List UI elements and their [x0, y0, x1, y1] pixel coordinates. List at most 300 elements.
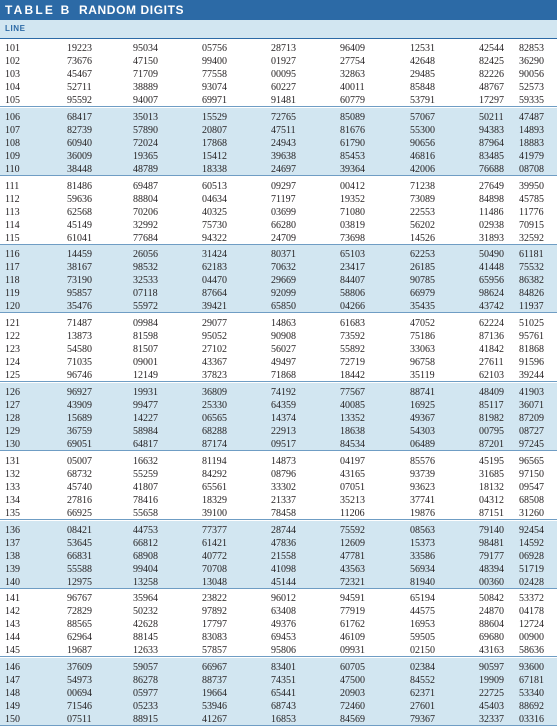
digit-group: 36290 — [519, 56, 544, 67]
digit-group: 61683 — [340, 318, 365, 330]
table-row — [0, 550, 557, 563]
digit-group: 19876 — [410, 507, 435, 519]
line-number: 146 — [5, 662, 20, 674]
line-number: 106 — [5, 111, 20, 123]
digit-group: 87964 — [479, 137, 504, 149]
digit-group: 09931 — [340, 645, 365, 657]
digit-group: 69453 — [271, 632, 296, 644]
digit-group: 66925 — [67, 507, 92, 519]
digit-group: 12149 — [133, 370, 158, 382]
line-number: 125 — [5, 370, 20, 382]
digit-group: 70632 — [271, 262, 296, 274]
digit-group: 96565 — [519, 455, 544, 467]
digit-group: 87201 — [479, 439, 504, 450]
table-row — [0, 631, 557, 644]
digit-group: 61041 — [67, 232, 92, 244]
digit-group: 48409 — [479, 387, 504, 398]
digit-group: 12531 — [410, 43, 435, 54]
digit-group: 06489 — [410, 439, 435, 450]
line-number: 132 — [5, 468, 20, 480]
digit-group: 14227 — [133, 413, 158, 424]
digit-group: 66831 — [67, 550, 92, 562]
digit-group: 55300 — [410, 124, 435, 136]
row-group — [0, 314, 557, 382]
digit-group: 68288 — [202, 426, 227, 437]
digit-group: 54303 — [410, 426, 435, 437]
digit-group: 07511 — [67, 714, 92, 726]
table-row — [0, 317, 557, 330]
digit-group: 00694 — [67, 688, 92, 700]
table-row — [0, 438, 557, 451]
table-row — [0, 42, 557, 55]
digit-group: 14863 — [271, 318, 296, 330]
digit-group: 95592 — [67, 95, 92, 106]
digit-group: 96927 — [67, 387, 92, 398]
digit-group: 84898 — [479, 193, 504, 205]
table-row — [0, 68, 557, 81]
digit-group: 93600 — [519, 662, 544, 674]
digit-group: 60779 — [340, 95, 365, 106]
line-number: 104 — [5, 82, 20, 93]
line-number: 117 — [5, 262, 20, 274]
digit-group: 91596 — [519, 357, 544, 369]
line-number: 144 — [5, 632, 20, 644]
digit-group: 16925 — [410, 400, 435, 411]
digit-group: 88565 — [67, 619, 92, 631]
digit-group: 32992 — [133, 219, 158, 231]
digit-group: 02150 — [410, 645, 435, 657]
digit-group: 05756 — [202, 43, 227, 54]
digit-group: 39421 — [202, 301, 227, 313]
digit-group: 41098 — [271, 563, 296, 575]
digit-group: 78416 — [133, 494, 158, 506]
digit-group: 45467 — [67, 69, 92, 80]
digit-group: 44753 — [133, 524, 158, 536]
table-row — [0, 287, 557, 300]
digit-group: 05233 — [133, 701, 158, 713]
digit-group: 98532 — [133, 262, 158, 274]
digit-group: 77377 — [202, 524, 227, 536]
digit-group: 00795 — [479, 426, 504, 437]
digit-group: 24870 — [479, 606, 504, 618]
digit-group: 48789 — [133, 163, 158, 175]
table-row — [0, 494, 557, 507]
digit-group: 98481 — [479, 537, 504, 549]
digit-group: 03699 — [271, 206, 296, 218]
table-row — [0, 248, 557, 261]
digit-group: 47511 — [271, 124, 296, 136]
digit-group: 39100 — [202, 507, 227, 519]
digit-group: 09297 — [271, 180, 296, 192]
digit-group: 19909 — [479, 675, 504, 687]
line-number: 116 — [5, 249, 20, 261]
digit-group: 00095 — [271, 69, 296, 80]
digit-group: 32337 — [479, 714, 504, 726]
digit-group: 19223 — [67, 43, 92, 54]
digit-group: 74351 — [271, 675, 296, 687]
digit-group: 52573 — [519, 82, 544, 93]
digit-group: 56202 — [410, 219, 435, 231]
digit-group: 79140 — [479, 524, 504, 536]
digit-group: 47150 — [133, 56, 158, 67]
digit-group: 49367 — [410, 413, 435, 424]
digit-group: 47487 — [519, 111, 544, 123]
digit-group: 65441 — [271, 688, 296, 700]
digit-group: 24709 — [271, 232, 296, 244]
digit-group: 55658 — [133, 507, 158, 519]
digit-group: 53645 — [67, 537, 92, 549]
digit-group: 09984 — [133, 318, 158, 330]
digit-group: 35476 — [67, 301, 92, 313]
digit-group: 14893 — [519, 124, 544, 136]
digit-group: 51025 — [519, 318, 544, 330]
line-number: 147 — [5, 675, 20, 687]
digit-group: 09517 — [271, 439, 296, 450]
digit-group: 31685 — [479, 468, 504, 480]
table-row — [0, 592, 557, 605]
digit-group: 20807 — [202, 124, 227, 136]
digit-group: 38889 — [133, 82, 158, 93]
digit-group: 73089 — [410, 193, 435, 205]
digit-group: 41267 — [202, 714, 227, 726]
line-number: 107 — [5, 124, 20, 136]
digit-group: 75592 — [340, 524, 365, 536]
digit-group: 79177 — [479, 550, 504, 562]
digit-group: 19664 — [202, 688, 227, 700]
digit-group: 37741 — [410, 494, 435, 506]
line-number: 131 — [5, 455, 20, 467]
table-row — [0, 137, 557, 150]
digit-group: 99404 — [133, 563, 158, 575]
table-title — [0, 0, 557, 20]
line-number: 142 — [5, 606, 20, 618]
digit-group: 16953 — [410, 619, 435, 631]
digit-group: 50232 — [133, 606, 158, 618]
digit-group: 72719 — [340, 357, 365, 369]
table-row — [0, 206, 557, 219]
digit-group: 36809 — [202, 387, 227, 398]
digit-group: 81676 — [340, 124, 365, 136]
digit-group: 68908 — [133, 550, 158, 562]
digit-group: 59636 — [67, 193, 92, 205]
line-number: 126 — [5, 387, 20, 398]
digit-group: 45740 — [67, 481, 92, 493]
line-number: 150 — [5, 714, 20, 726]
digit-group: 69487 — [133, 180, 158, 192]
digit-group: 28744 — [271, 524, 296, 536]
line-number: 129 — [5, 426, 20, 437]
digit-group: 13873 — [67, 331, 92, 343]
digit-group: 90908 — [271, 331, 296, 343]
digit-group: 12975 — [67, 576, 92, 588]
digit-group: 26185 — [410, 262, 435, 274]
line-number: 112 — [5, 193, 20, 205]
digit-group: 29669 — [271, 275, 296, 287]
digit-group: 29077 — [202, 318, 227, 330]
digit-group: 69051 — [67, 439, 92, 450]
digit-group: 35013 — [133, 111, 158, 123]
table-row — [0, 111, 557, 124]
digit-group: 15529 — [202, 111, 227, 123]
digit-group: 87174 — [202, 439, 227, 450]
digit-group: 85576 — [410, 455, 435, 467]
digit-group: 09547 — [519, 481, 544, 493]
line-number: 134 — [5, 494, 20, 506]
digit-group: 53791 — [410, 95, 435, 106]
digit-group: 37609 — [67, 662, 92, 674]
line-number: 123 — [5, 344, 20, 356]
digit-group: 52711 — [67, 82, 92, 93]
digit-group: 71546 — [67, 701, 92, 713]
digit-group: 72321 — [340, 576, 365, 588]
line-number: 136 — [5, 524, 20, 536]
digit-group: 53372 — [519, 593, 544, 605]
digit-group: 04197 — [340, 455, 365, 467]
line-number: 141 — [5, 593, 20, 605]
digit-group: 83083 — [202, 632, 227, 644]
digit-group: 81194 — [202, 455, 227, 467]
digit-group: 66280 — [271, 219, 296, 231]
digit-group: 67181 — [519, 675, 544, 687]
digit-group: 27601 — [410, 701, 435, 713]
digit-group: 36071 — [519, 400, 544, 411]
digit-group: 75730 — [202, 219, 227, 231]
digit-group: 18132 — [479, 481, 504, 493]
digit-group: 64817 — [133, 439, 158, 450]
table-row — [0, 274, 557, 287]
digit-group: 03819 — [340, 219, 365, 231]
digit-group: 98624 — [479, 288, 504, 300]
digit-group: 69971 — [202, 95, 227, 106]
digit-group: 11486 — [479, 206, 504, 218]
digit-group: 53946 — [202, 701, 227, 713]
digit-group: 47500 — [340, 675, 365, 687]
digit-group: 47836 — [271, 537, 296, 549]
digit-group: 12633 — [133, 645, 158, 657]
digit-group: 71487 — [67, 318, 92, 330]
digit-group: 08796 — [271, 468, 296, 480]
digit-group: 16632 — [133, 455, 158, 467]
line-number: 113 — [5, 206, 20, 218]
row-group — [0, 521, 557, 589]
digit-group: 41979 — [519, 150, 544, 162]
table-row — [0, 618, 557, 631]
digit-group: 33063 — [410, 344, 435, 356]
digit-group: 08563 — [410, 524, 435, 536]
digit-group: 13352 — [340, 413, 365, 424]
line-number: 135 — [5, 507, 20, 519]
digit-group: 59057 — [133, 662, 158, 674]
digit-group: 19365 — [133, 150, 158, 162]
digit-group: 97245 — [519, 439, 544, 450]
digit-group: 06928 — [519, 550, 544, 562]
digit-group: 17868 — [202, 137, 227, 149]
table-row — [0, 455, 557, 468]
digit-group: 82226 — [479, 69, 504, 80]
digit-group: 71238 — [410, 180, 435, 192]
digit-group: 18638 — [340, 426, 365, 437]
digit-group: 95806 — [271, 645, 296, 657]
digit-group: 21337 — [271, 494, 296, 506]
digit-group: 99477 — [133, 400, 158, 411]
table-row — [0, 356, 557, 369]
digit-group: 96767 — [67, 593, 92, 605]
digit-group: 83485 — [479, 150, 504, 162]
digit-group: 04470 — [202, 275, 227, 287]
digit-group: 41448 — [479, 262, 504, 274]
digit-group: 57890 — [133, 124, 158, 136]
line-number: 109 — [5, 150, 20, 162]
digit-group: 32592 — [519, 232, 544, 244]
digit-group: 28713 — [271, 43, 296, 54]
digit-group: 59505 — [410, 632, 435, 644]
digit-group: 97150 — [519, 468, 544, 480]
digit-group: 43909 — [67, 400, 92, 411]
digit-group: 58636 — [519, 645, 544, 657]
digit-group: 84552 — [410, 675, 435, 687]
digit-group: 77558 — [202, 69, 227, 80]
digit-group: 06565 — [202, 413, 227, 424]
digit-group: 11776 — [519, 206, 544, 218]
digit-group: 82739 — [67, 124, 92, 136]
digit-group: 90785 — [410, 275, 435, 287]
digit-group: 47052 — [410, 318, 435, 330]
digit-group: 99400 — [202, 56, 227, 67]
digit-group: 55892 — [340, 344, 365, 356]
digit-group: 22725 — [479, 688, 504, 700]
digit-group: 94383 — [479, 124, 504, 136]
digit-group: 45195 — [479, 455, 504, 467]
digit-group: 62568 — [67, 206, 92, 218]
digit-group: 11206 — [340, 507, 365, 519]
digit-group: 04178 — [519, 606, 544, 618]
digit-group: 73592 — [340, 331, 365, 343]
digit-group: 70206 — [133, 206, 158, 218]
digit-group: 37823 — [202, 370, 227, 382]
digit-group: 19687 — [67, 645, 92, 657]
digit-group: 33586 — [410, 550, 435, 562]
line-number: 103 — [5, 69, 20, 80]
digit-group: 23417 — [340, 262, 365, 274]
digit-group: 62253 — [410, 249, 435, 261]
digit-group: 65194 — [410, 593, 435, 605]
digit-group: 42006 — [410, 163, 435, 175]
digit-group: 96758 — [410, 357, 435, 369]
digit-group: 40085 — [340, 400, 365, 411]
digit-group: 68743 — [271, 701, 296, 713]
digit-group: 35119 — [410, 370, 435, 382]
digit-group: 13258 — [133, 576, 158, 588]
digit-group: 93739 — [410, 468, 435, 480]
digit-group: 57067 — [410, 111, 435, 123]
digit-group: 88604 — [479, 619, 504, 631]
digit-group: 27649 — [479, 180, 504, 192]
digit-group: 84826 — [519, 288, 544, 300]
table-row — [0, 674, 557, 687]
line-number: 138 — [5, 550, 20, 562]
digit-group: 71709 — [133, 69, 158, 80]
table-row — [0, 661, 557, 674]
digit-group: 66979 — [410, 288, 435, 300]
digit-group: 50490 — [479, 249, 504, 261]
digit-group: 86382 — [519, 275, 544, 287]
digit-group: 95052 — [202, 331, 227, 343]
table-row — [0, 576, 557, 589]
digit-group: 40011 — [340, 82, 365, 93]
row-group — [0, 108, 557, 176]
digit-group: 46109 — [340, 632, 365, 644]
digit-group: 39638 — [271, 150, 296, 162]
line-number: 120 — [5, 301, 20, 313]
digit-group: 41807 — [133, 481, 158, 493]
digit-group: 02384 — [410, 662, 435, 674]
digit-group: 14374 — [271, 413, 296, 424]
digit-group: 90597 — [479, 662, 504, 674]
digit-group: 48767 — [479, 82, 504, 93]
digit-group: 77567 — [340, 387, 365, 398]
row-group — [0, 452, 557, 520]
column-header-line: LINE — [5, 24, 26, 33]
digit-group: 65850 — [271, 301, 296, 313]
digit-group: 14459 — [67, 249, 92, 261]
digit-group: 42648 — [410, 56, 435, 67]
digit-group: 62103 — [479, 370, 504, 382]
digit-group: 50211 — [479, 111, 504, 123]
digit-group: 19352 — [340, 193, 365, 205]
digit-group: 81507 — [133, 344, 158, 356]
line-number: 119 — [5, 288, 20, 300]
digit-group: 93623 — [410, 481, 435, 493]
digit-group: 11937 — [519, 301, 544, 313]
table-row — [0, 219, 557, 232]
column-header — [0, 20, 557, 39]
table-row — [0, 386, 557, 399]
digit-group: 60705 — [340, 662, 365, 674]
table-row — [0, 343, 557, 356]
digit-group: 85117 — [479, 400, 504, 411]
digit-group: 60513 — [202, 180, 227, 192]
digit-group: 95857 — [67, 288, 92, 300]
line-number: 137 — [5, 537, 20, 549]
digit-group: 60227 — [271, 82, 296, 93]
digit-group: 88145 — [133, 632, 158, 644]
digit-group: 43163 — [479, 645, 504, 657]
row-group — [0, 589, 557, 657]
digit-group: 00900 — [519, 632, 544, 644]
digit-group: 20903 — [340, 688, 365, 700]
digit-group: 49376 — [271, 619, 296, 631]
digit-group: 16853 — [271, 714, 296, 726]
digit-group: 75186 — [410, 331, 435, 343]
digit-group: 96746 — [67, 370, 92, 382]
digit-group: 45149 — [67, 219, 92, 231]
digit-group: 54973 — [67, 675, 92, 687]
line-number: 115 — [5, 232, 20, 244]
line-number: 145 — [5, 645, 20, 657]
digit-group: 18883 — [519, 137, 544, 149]
digit-group: 08727 — [519, 426, 544, 437]
line-number: 143 — [5, 619, 20, 631]
digit-group: 41842 — [479, 344, 504, 356]
digit-group: 70915 — [519, 219, 544, 231]
digit-group: 74192 — [271, 387, 296, 398]
table-row — [0, 232, 557, 245]
digit-group: 85089 — [340, 111, 365, 123]
digit-group: 61790 — [340, 137, 365, 149]
digit-group: 55588 — [67, 563, 92, 575]
digit-group: 86278 — [133, 675, 158, 687]
digit-group: 31893 — [479, 232, 504, 244]
